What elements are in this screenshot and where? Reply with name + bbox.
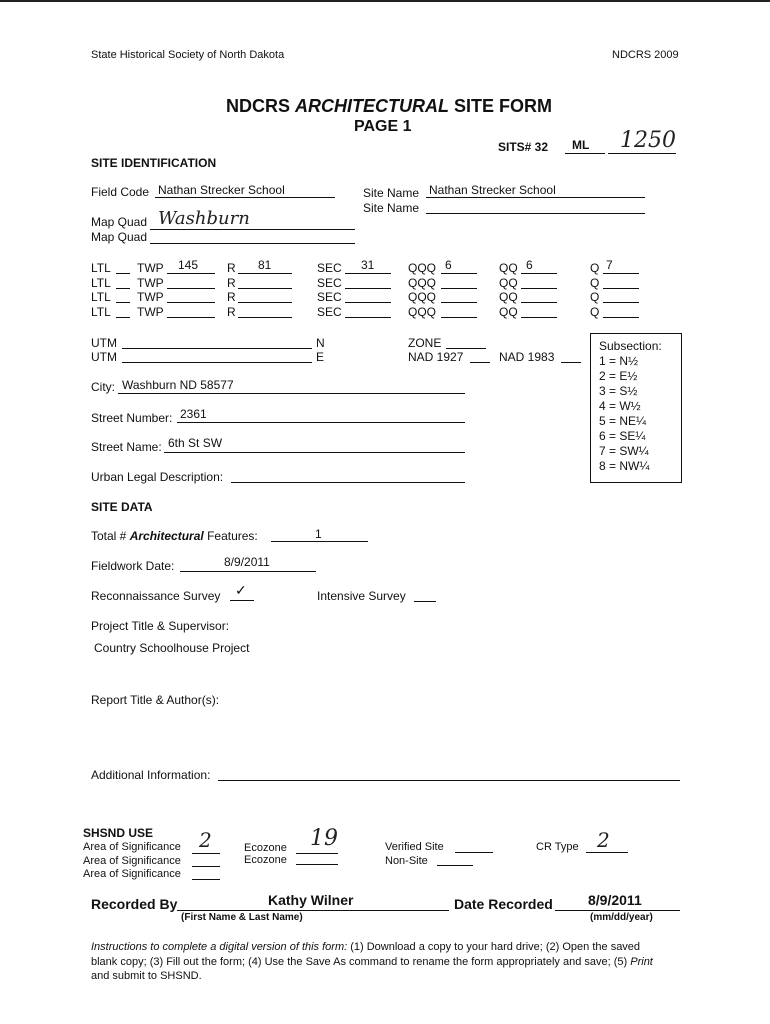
ecozone-2-label: Ecozone: [244, 854, 287, 866]
q-label: Q: [590, 290, 600, 304]
verified-site-line[interactable]: [455, 852, 493, 853]
utm-e-line[interactable]: [122, 362, 312, 363]
non-site-label: Non-Site: [385, 855, 428, 867]
sits-label: SITS# 32: [498, 140, 549, 154]
ecozone-1-label: Ecozone: [244, 842, 287, 854]
q-label: Q: [590, 261, 600, 275]
q-value[interactable]: 7: [606, 258, 613, 272]
field-code-label: Field Code: [91, 185, 150, 199]
site-name-2-label: Site Name: [363, 201, 420, 215]
street-name-line: [164, 452, 465, 453]
form-title: NDCRS ARCHITECTURAL SITE FORM: [226, 96, 552, 116]
utm-e-label: E: [316, 350, 325, 364]
map-quad-2-label: Map Quad: [91, 230, 148, 244]
r-label: R: [227, 261, 236, 275]
recorded-by-hint: (First Name & Last Name): [181, 912, 303, 923]
subsection-item: 5 = NE¼: [599, 414, 647, 428]
verified-site-label: Verified Site: [385, 841, 444, 853]
additional-info-label: Additional Information:: [91, 768, 211, 782]
project-value[interactable]: Country Schoolhouse Project: [94, 641, 250, 655]
sits-code-line: [565, 153, 605, 154]
nad-1983-label: NAD 1983: [499, 350, 555, 364]
subsection-item: 3 = S½: [599, 384, 638, 398]
project-label: Project Title & Supervisor:: [91, 619, 230, 633]
aos-2-line[interactable]: [192, 866, 220, 867]
site-name-label: Site Name: [363, 186, 420, 200]
utm-label: UTM: [91, 350, 117, 364]
r-label: R: [227, 290, 236, 304]
city-label: City:: [91, 380, 115, 394]
site-name-2-line[interactable]: [426, 213, 645, 214]
ecozone-2-line[interactable]: [296, 864, 338, 865]
r-value[interactable]: 81: [258, 258, 272, 272]
section-shsnd-use: SHSND USE: [83, 826, 154, 840]
qqq-label: QQQ: [408, 290, 437, 304]
reconnaissance-label: Reconnaissance Survey: [91, 589, 221, 603]
cr-type-label: CR Type: [536, 841, 579, 853]
qqq-label: QQQ: [408, 261, 437, 275]
page-number: PAGE 1: [354, 118, 412, 135]
map-quad-2-line[interactable]: [150, 243, 355, 244]
street-number-line: [177, 422, 465, 423]
report-label: Report Title & Author(s):: [91, 693, 220, 707]
qqq-label: QQQ: [408, 305, 437, 319]
urban-legal-label: Urban Legal Description:: [91, 470, 224, 484]
sec-value[interactable]: 31: [361, 258, 375, 272]
map-quad-value[interactable]: Washburn: [158, 208, 250, 229]
total-features-line: [271, 541, 368, 542]
q-label: Q: [590, 305, 600, 319]
utm-label: UTM: [91, 336, 117, 350]
intensive-line[interactable]: [414, 601, 436, 602]
instructions-line-1: Instructions to complete a digital version of this form: (1) Download a copy to your hard drive; (2) Open the saved: [91, 941, 641, 953]
qq-label: QQ: [499, 290, 518, 304]
total-features-label: Total # Architectural Features:: [91, 529, 258, 543]
r-label: R: [227, 276, 236, 290]
ltl-label: LTL: [91, 305, 111, 319]
field-code-line: [155, 197, 335, 198]
qqq-value[interactable]: 6: [445, 258, 452, 272]
recorded-by-line: [177, 910, 449, 911]
field-code-value[interactable]: Nathan Strecker School: [158, 183, 285, 197]
subsection-item: 4 = W½: [599, 399, 641, 413]
reconnaissance-line: [230, 600, 254, 601]
qq-label: QQ: [499, 276, 518, 290]
additional-info-line[interactable]: [218, 780, 680, 781]
twp-value[interactable]: 145: [178, 258, 199, 272]
map-quad-label: Map Quad: [91, 215, 148, 229]
section-site-data: SITE DATA: [91, 500, 153, 514]
date-recorded-value[interactable]: 8/9/2011: [588, 892, 642, 908]
subsection-item: 6 = SE¼: [599, 429, 646, 443]
instructions-line-3: and submit to SHSND.: [91, 970, 202, 982]
subsection-item: 7 = SW¼: [599, 444, 649, 458]
qq-value[interactable]: 6: [526, 258, 533, 272]
sits-code: ML: [572, 138, 590, 152]
area-of-significance-2-label: Area of Significance: [83, 855, 181, 867]
nad-1927-label: NAD 1927: [408, 350, 464, 364]
area-of-significance-3-label: Area of Significance: [83, 868, 181, 880]
header-organization: State Historical Society of North Dakota: [91, 49, 285, 61]
sits-number: 1250: [620, 128, 676, 153]
cr-type-value[interactable]: 2: [597, 828, 610, 852]
recorded-by-label: Recorded By: [91, 896, 178, 912]
aos-3-line[interactable]: [192, 879, 220, 880]
fieldwork-date-label: Fieldwork Date:: [91, 559, 175, 573]
non-site-line[interactable]: [437, 865, 473, 866]
subsection-item: 8 = NW¼: [599, 459, 650, 473]
twp-label: TWP: [137, 276, 164, 290]
aos-1-line: [192, 853, 220, 854]
city-line: [118, 393, 465, 394]
intensive-label: Intensive Survey: [317, 589, 406, 603]
sec-label: SEC: [317, 305, 342, 319]
r-label: R: [227, 305, 236, 319]
qq-label: QQ: [499, 261, 518, 275]
nad-1927-line[interactable]: [470, 362, 490, 363]
zone-label: ZONE: [408, 336, 442, 350]
site-name-line: [426, 197, 645, 198]
urban-legal-line[interactable]: [231, 482, 465, 483]
subsection-title: Subsection:: [599, 339, 662, 353]
total-features-value[interactable]: 1: [315, 527, 322, 541]
ecozone-1-line: [296, 853, 338, 854]
q-label: Q: [590, 276, 600, 290]
twp-label: TWP: [137, 305, 164, 319]
sec-label: SEC: [317, 261, 342, 275]
fieldwork-date-value[interactable]: 8/9/2011: [224, 555, 270, 569]
qqq-label: QQQ: [408, 276, 437, 290]
twp-label: TWP: [137, 290, 164, 304]
sec-label: SEC: [317, 290, 342, 304]
cr-type-line: [586, 852, 628, 853]
area-of-significance-1-value[interactable]: 2: [199, 828, 212, 852]
street-number-label: Street Number:: [91, 411, 173, 425]
ltl-label: LTL: [91, 290, 111, 304]
sec-label: SEC: [317, 276, 342, 290]
sits-number-line: [608, 153, 676, 154]
twp-label: TWP: [137, 261, 164, 275]
zone-line[interactable]: [446, 348, 486, 349]
date-recorded-line: [555, 910, 680, 911]
subsection-legend: [590, 333, 682, 483]
top-border: [0, 0, 770, 2]
utm-n-label: N: [316, 336, 325, 350]
city-value[interactable]: Washburn ND 58577: [122, 378, 234, 392]
ecozone-1-value[interactable]: 19: [310, 826, 338, 851]
street-number-value[interactable]: 2361: [180, 407, 207, 421]
instructions-line-2: blank copy; (3) Fill out the form; (4) Use the Save As command to rename the form appropriately and save; (5) Print: [91, 956, 653, 968]
section-site-identification: SITE IDENTIFICATION: [91, 156, 217, 170]
subsection-item: 1 = N½: [599, 354, 639, 368]
street-name-label: Street Name:: [91, 440, 162, 454]
ltl-label: LTL: [91, 276, 111, 290]
date-recorded-hint: (mm/dd/year): [590, 912, 653, 923]
nad-1983-line[interactable]: [561, 362, 581, 363]
utm-n-line[interactable]: [122, 348, 312, 349]
site-name-value[interactable]: Nathan Strecker School: [429, 183, 556, 197]
ltl-label: LTL: [91, 261, 111, 275]
recorded-by-value[interactable]: Kathy Wilner: [268, 892, 354, 908]
reconnaissance-check-icon[interactable]: ✓: [235, 582, 247, 598]
area-of-significance-1-label: Area of Significance: [83, 841, 181, 853]
header-form-code: NDCRS 2009: [612, 49, 679, 61]
subsection-item: 2 = E½: [599, 369, 638, 383]
map-quad-line: [150, 229, 355, 230]
fieldwork-date-line: [180, 571, 316, 572]
date-recorded-label: Date Recorded: [454, 896, 553, 912]
street-name-value[interactable]: 6th St SW: [168, 436, 223, 450]
qq-label: QQ: [499, 305, 518, 319]
